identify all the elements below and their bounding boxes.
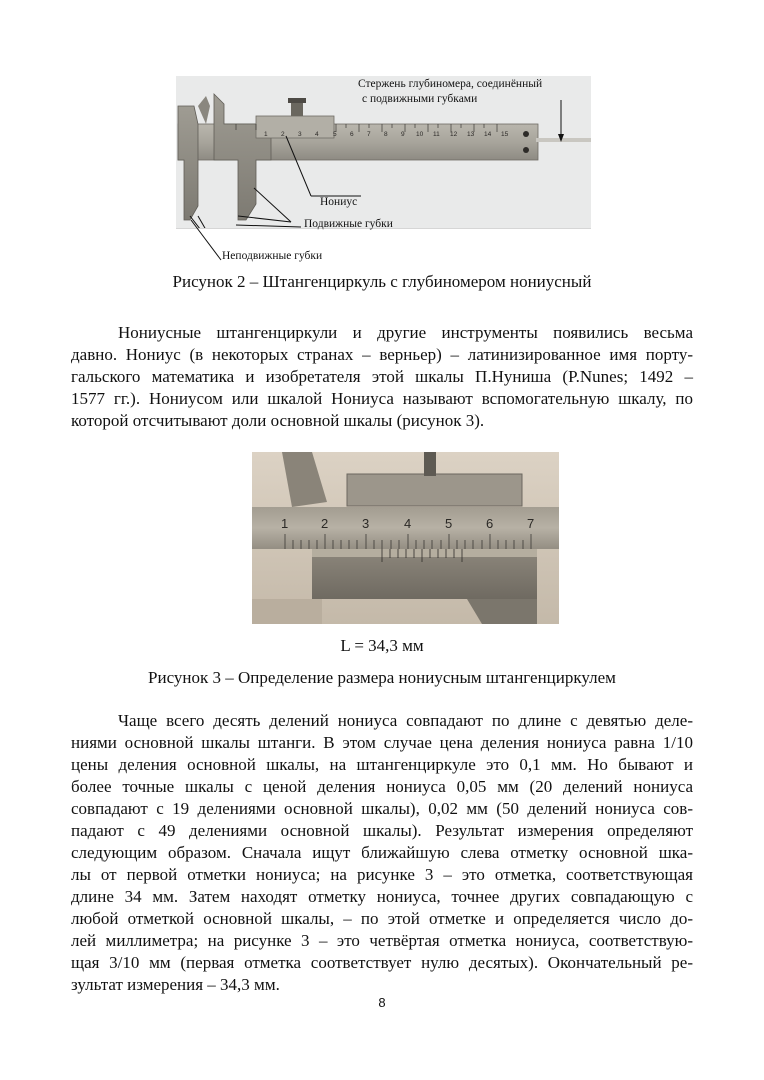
scale-number: 4 (404, 516, 412, 531)
paragraph-line: зультат измерения – 34,3 мм. (71, 975, 280, 994)
scale-number: 2 (321, 516, 329, 531)
scale-number: 6 (350, 131, 354, 138)
scale-number: 2 (281, 131, 285, 138)
figure-3-caption: Рисунок 3 – Определение размера нониусным штангенциркулем (148, 668, 616, 687)
paragraph-line: цены деления основной шкалы, на штангенциркуле это 0,1 мм. Но бывают и (71, 755, 693, 774)
paragraph-1-body (71, 344, 693, 432)
paragraph-line: лей миллиметра; на рисунке 3 – это четвёртая отметка нониуса, соответствую- (71, 931, 693, 950)
paragraph-line: ниями основной шкалы штанги. В этом случае цена деления нониуса равна 1/10 (71, 733, 693, 752)
main-scale-numbers (264, 131, 509, 138)
paragraph-line: падают с 49 делениями основной шкалы). Результат измерения определяют (71, 821, 693, 840)
figure-2-caption: Рисунок 2 – Штангенциркуль с глубиномером нониусный (172, 272, 592, 291)
scale-number: 7 (367, 131, 371, 138)
scale-number: 11 (433, 131, 440, 138)
label-fixed-jaws: Неподвижные губки (222, 250, 323, 262)
paragraph-line: длине 34 мм. Затем находят отметку нониуса, точнее других совпадающую с (71, 887, 693, 906)
paragraph-line: лы от первой отметки нониуса; на рисунке 3 – это отметка, соответствующая (71, 865, 693, 884)
scale-number: 10 (416, 131, 424, 138)
paragraph-line: гальского математика и изобретателя этой шкалы П.Нуниша (P.Nunes; 1492 – (71, 367, 693, 386)
label-depth-rod-line2: с подвижными губками (362, 93, 478, 105)
label-depth-rod-line1: Стержень глубиномера, соединённый (358, 78, 543, 90)
paragraph-2-body (71, 732, 693, 996)
paragraph-line: 1577 гг.). Нониусом или шкалой Нониуса называют вспомогательную шкалу, по (71, 389, 693, 408)
depth-rod (536, 138, 591, 142)
label-vernier: Нониус (320, 196, 358, 208)
scale-number: 3 (298, 131, 302, 138)
paragraph-line: давно. Нониус (в некоторых странах – верньер) – латинизированное имя порту- (71, 345, 693, 364)
scale-number: 1 (264, 131, 268, 138)
vernier-closeup-illustration (252, 452, 559, 624)
scale-number: 5 (333, 131, 337, 138)
scale-number: 4 (315, 131, 319, 138)
figure-3-vernier-photo (252, 452, 559, 624)
paragraph-line: более точные шкалы с ценой деления нониуса 0,05 мм (20 делений нониуса (71, 777, 693, 796)
scale-number: 12 (450, 131, 458, 138)
paragraph-line: Чаще всего десять делений нониуса совпадают по длине с девятью деле- (118, 711, 693, 730)
label-movable-jaws: Подвижные губки (304, 218, 393, 230)
formula-result: L = 34,3 мм (340, 636, 424, 655)
paragraph-line: которой отсчитывают доли основной шкалы (рисунок 3). (71, 411, 485, 430)
paragraph-line: совпадают с 19 делениями основной шкалы), 0,02 мм (50 делений нониуса сов- (71, 799, 693, 818)
vernier-plate (256, 116, 334, 138)
scale-number: 8 (384, 131, 388, 138)
scale-number: 6 (486, 516, 494, 531)
scale-number: 15 (501, 131, 509, 138)
paragraph-2-first-line (118, 710, 693, 732)
paragraph-1 (118, 322, 693, 344)
scale-number: 3 (362, 516, 370, 531)
page-number: 8 (378, 995, 386, 1010)
scale-number: 14 (484, 131, 492, 138)
scale-number: 7 (527, 516, 535, 531)
scale-number: 5 (445, 516, 453, 531)
paragraph-line: любой отметкой основной шкалы, – по этой отметке и определяется число до- (71, 909, 693, 928)
paragraph-line: Нониусные штангенциркули и другие инструменты появились весьма (118, 323, 693, 342)
paragraph-line: щая 3/10 мм (первая отметка соответствует нулю десятых). Окончательный ре- (71, 953, 693, 972)
scale-number: 9 (401, 131, 405, 138)
scale-number: 1 (281, 516, 289, 531)
scale-number: 13 (467, 131, 475, 138)
paragraph-line: следующим образом. Сначала ищут ближайшую слева отметку основной шка- (71, 843, 693, 862)
